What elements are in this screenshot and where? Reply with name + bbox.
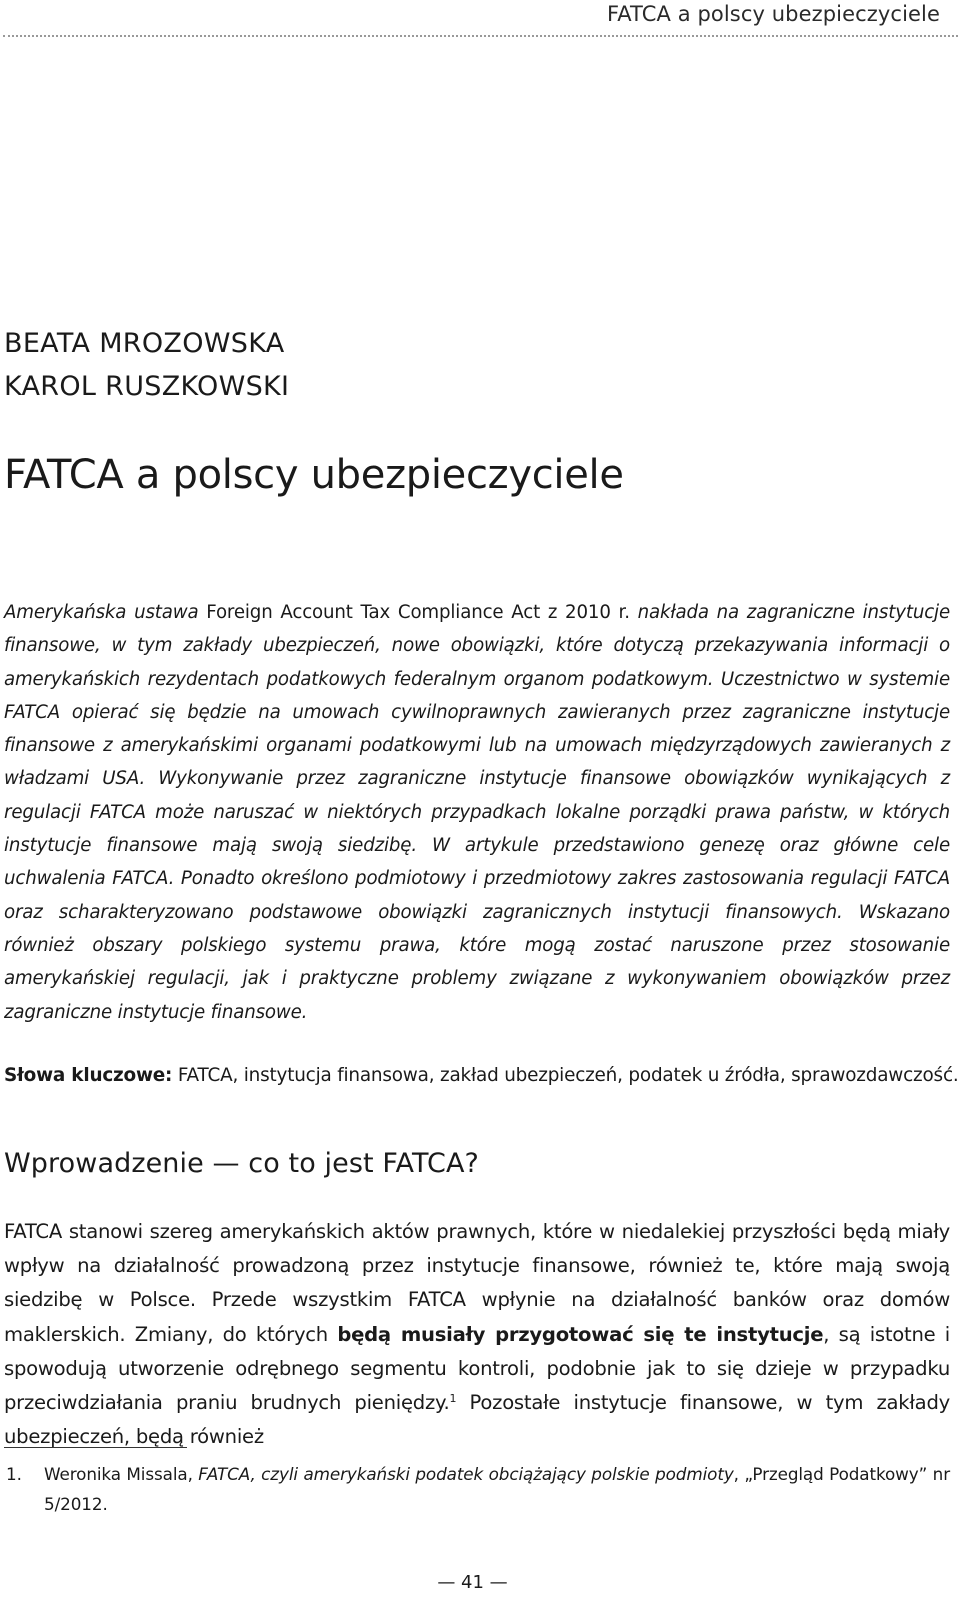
footnote-source: , „Przegląd Podatkowy” nr 5/2012. xyxy=(44,1464,950,1514)
footnote-author: Weronika Missala, xyxy=(44,1464,199,1484)
header-divider xyxy=(3,35,958,37)
footnote-number: 1. xyxy=(6,1464,22,1484)
author-name: KAROL RUSZKOWSKI xyxy=(4,371,290,402)
paragraph-text: FATCA stanowi szereg amerykańskich aktów prawnych, które w niedalekiej przyszłości będą miały wpływ na działalność prowadzoną przez instytucje finansowe, również te, które mają swoją siedzibę w Polsce. Przede wszystkim FATCA wpłynie na działalność banków oraz domów maklerskich. Zmiany, do których xyxy=(4,1220,950,1346)
footnote-reference: 1 xyxy=(449,1392,457,1406)
footnote-title: FATCA, czyli amerykański podatek obciążający polskie podmioty xyxy=(198,1464,734,1484)
footnote-divider xyxy=(4,1447,187,1448)
abstract-body: nakłada na zagraniczne instytucje finansowe, w tym zakłady ubezpieczeń, nowe obowiązki, które dotyczą przekazywania informacji o amerykańskich rezydentach podatkowych federalnym organom podatkowym. Uczestnictwo w systemie FATCA opierać się będzie na umowach cywilnoprawnych zawieranych przez zagraniczne instytucje finansowe z amerykańskimi organami podatkowymi lub na umowach międzyrządowych zawieranych z władzami USA. Wykonywanie przez zagraniczne instytucje finansowe obowiązków wynikających z regulacji FATCA może naruszać w niektórych przypadkach lokalne porządki prawa państw, w których instytucje finansowe mają swoją siedzibę. W artykule przedstawiono genezę oraz główne cele uchwalenia FATCA. Ponadto określono podmiotowy i przedmiotowy zakres zastosowania regulacji FATCA oraz scharakteryzowano podstawowe obowiązki zagranicznych instytucji finansowych. Wskazano również obszary polskiego systemu prawa, które mogą zostać naruszone przez stosowanie amerykańskiej regulacji, jak i praktyczne problemy związane z wykonywaniem obowiązków przez zagraniczne instytucje finansowe. xyxy=(4,602,950,1023)
running-head: FATCA a polscy ubezpieczyciele xyxy=(606,2,940,26)
keywords xyxy=(4,1059,959,1092)
abstract xyxy=(4,596,950,1029)
footnote xyxy=(4,1459,950,1519)
body-paragraph xyxy=(4,1215,950,1454)
author-list xyxy=(4,322,289,408)
keywords-label: Słowa kluczowe: xyxy=(4,1065,173,1086)
act-name: Foreign Account Tax Compliance Act z 2010 r. xyxy=(206,602,630,623)
paragraph-text: , są istotne i spowodują utworzenie odrębnego segmentu kontroli, podobnie jak to się dzieje w przypadku przeciwdziałania praniu brudnych pieniędzy. xyxy=(4,1322,950,1415)
abstract-lead: Amerykańska ustawa xyxy=(4,602,207,623)
paragraph-text: Pozostałe instytucje finansowe, w tym zakłady ubezpieczeń, będą również xyxy=(4,1391,950,1449)
keywords-list: FATCA, instytucja finansowa, zakład ubezpieczeń, podatek u źródła, sprawozdawczość. xyxy=(172,1065,959,1086)
footnote-text xyxy=(44,1459,950,1519)
page-number: — 41 — xyxy=(437,1572,508,1593)
article-title: FATCA a polscy ubezpieczyciele xyxy=(4,452,624,498)
paragraph-emphasis: będą musiały przygotować się te instytucje xyxy=(337,1322,824,1346)
section-heading: Wprowadzenie — co to jest FATCA? xyxy=(4,1148,479,1179)
author-name: BEATA MROZOWSKA xyxy=(4,328,285,359)
